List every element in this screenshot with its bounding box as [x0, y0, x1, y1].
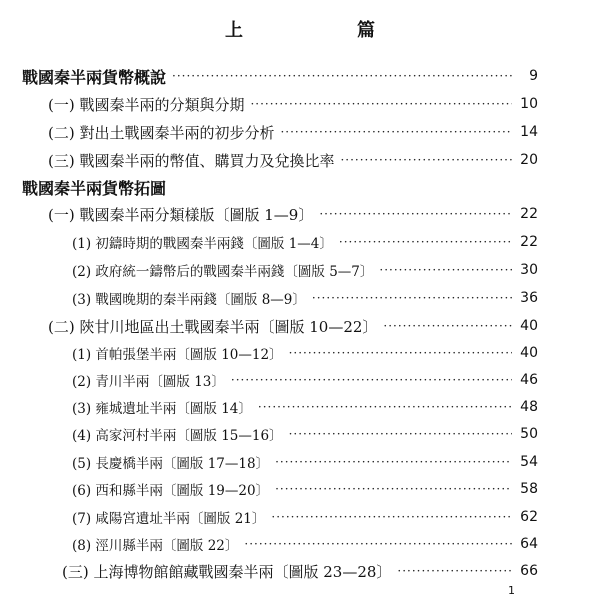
toc-entry[interactable] — [72, 395, 538, 419]
toc-entry[interactable] — [48, 92, 538, 116]
toc-entry-page: 10 — [520, 96, 538, 112]
toc-entry-page: 40 — [520, 345, 538, 361]
leader-dots — [379, 263, 512, 277]
toc-entry-title: (1) 初鑄時期的戰國秦半兩錢〔圖版 1—4〕 — [72, 236, 333, 252]
toc-entry-page: 9 — [529, 68, 538, 84]
toc-entry-title: (三) 上海博物館館藏戰國秦半兩〔圖版 23—28〕 — [62, 562, 392, 581]
leader-dots — [271, 510, 512, 524]
leader-dots — [280, 125, 512, 139]
toc-entry[interactable] — [72, 230, 538, 254]
leader-dots — [339, 235, 512, 249]
toc-entry-page: 50 — [520, 426, 538, 442]
toc-entry[interactable] — [72, 532, 538, 556]
toc-entry-page: 14 — [520, 124, 538, 140]
toc-entry[interactable] — [48, 148, 538, 172]
leader-dots — [231, 373, 512, 387]
toc-entry[interactable] — [72, 505, 538, 529]
toc-entry[interactable] — [72, 477, 538, 501]
leader-dots — [383, 319, 512, 333]
toc-entry-page: 30 — [520, 262, 538, 278]
toc-entry-title: (2) 政府統一鑄幣后的戰國秦半兩錢〔圖版 5—7〕 — [72, 264, 374, 280]
toc-entry-title: (6) 西和縣半兩〔圖版 19—20〕 — [72, 483, 270, 499]
toc-entry-title: 戰國秦半兩貨幣概說 — [22, 67, 167, 87]
leader-dots — [289, 346, 512, 360]
leader-dots — [275, 455, 512, 469]
toc-entry-title: (4) 高家河村半兩〔圖版 15—16〕 — [72, 428, 283, 444]
toc-entry-page: 64 — [520, 536, 538, 552]
toc-entry-title: (一) 戰國秦半兩的分類與分期 — [48, 95, 245, 114]
toc-entry[interactable] — [72, 341, 538, 365]
toc-entry-page: 66 — [520, 563, 538, 579]
toc-entry-page: 58 — [520, 481, 538, 497]
toc-entry-title: (二) 對出土戰國秦半兩的初步分析 — [48, 123, 275, 142]
toc-entry-title: (3) 戰國晚期的秦半兩錢〔圖版 8—9〕 — [72, 292, 306, 308]
toc-entry-page: 22 — [520, 206, 538, 222]
toc-entry-page: 20 — [520, 152, 538, 168]
toc-entry[interactable] — [62, 559, 538, 583]
toc-entry[interactable] — [48, 202, 538, 226]
toc-entry-page: 40 — [520, 318, 538, 334]
leader-dots — [289, 427, 512, 441]
toc-entry-page: 36 — [520, 290, 538, 306]
toc-entry-title: (1) 首帕張堡半兩〔圖版 10—12〕 — [72, 347, 283, 363]
toc-entry-title: (7) 咸陽宮遺址半兩〔圖版 21〕 — [72, 511, 266, 527]
toc-entry-page: 46 — [520, 372, 538, 388]
page-title: 上 篇 — [225, 20, 423, 41]
toc-entry[interactable] — [22, 175, 538, 199]
leader-dots — [340, 153, 512, 167]
toc-entry[interactable] — [72, 258, 538, 282]
toc-entry-page: 54 — [520, 454, 538, 470]
toc-entry-page: 22 — [520, 234, 538, 250]
leader-dots — [275, 482, 512, 496]
leader-dots — [319, 207, 512, 221]
toc-entry[interactable] — [22, 64, 538, 88]
leader-dots — [312, 291, 512, 305]
toc-entry-title: (8) 涇川縣半兩〔圖版 22〕 — [72, 538, 239, 554]
leader-dots — [172, 69, 512, 83]
leader-dots — [250, 97, 512, 111]
leader-dots — [244, 537, 512, 551]
leader-dots — [258, 400, 512, 414]
toc-entry-page: 62 — [520, 509, 538, 525]
toc-entry[interactable] — [72, 286, 538, 310]
toc-entry[interactable] — [72, 422, 538, 446]
toc-entry-page: 48 — [520, 399, 538, 415]
toc-entry-title: (三) 戰國秦半兩的幣值、購買力及兌換比率 — [48, 151, 335, 170]
toc-entry-title: 戰國秦半兩貨幣拓圖 — [22, 178, 167, 198]
toc-entry[interactable] — [48, 314, 538, 338]
toc-entry-title: (二) 陝甘川地區出土戰國秦半兩〔圖版 10—22〕 — [48, 317, 378, 336]
footer-page-number: 1 — [508, 584, 515, 597]
toc-entry-title: (3) 雍城遺址半兩〔圖版 14〕 — [72, 401, 252, 417]
toc-entry[interactable] — [72, 368, 538, 392]
toc-entry[interactable] — [48, 120, 538, 144]
toc-entry-title: (2) 青川半兩〔圖版 13〕 — [72, 374, 225, 390]
toc-entry-title: (一) 戰國秦半兩分類樣版〔圖版 1—9〕 — [48, 205, 314, 224]
leader-dots — [397, 564, 512, 578]
toc-entry-title: (5) 長慶橋半兩〔圖版 17—18〕 — [72, 456, 270, 472]
toc-entry[interactable] — [72, 450, 538, 474]
